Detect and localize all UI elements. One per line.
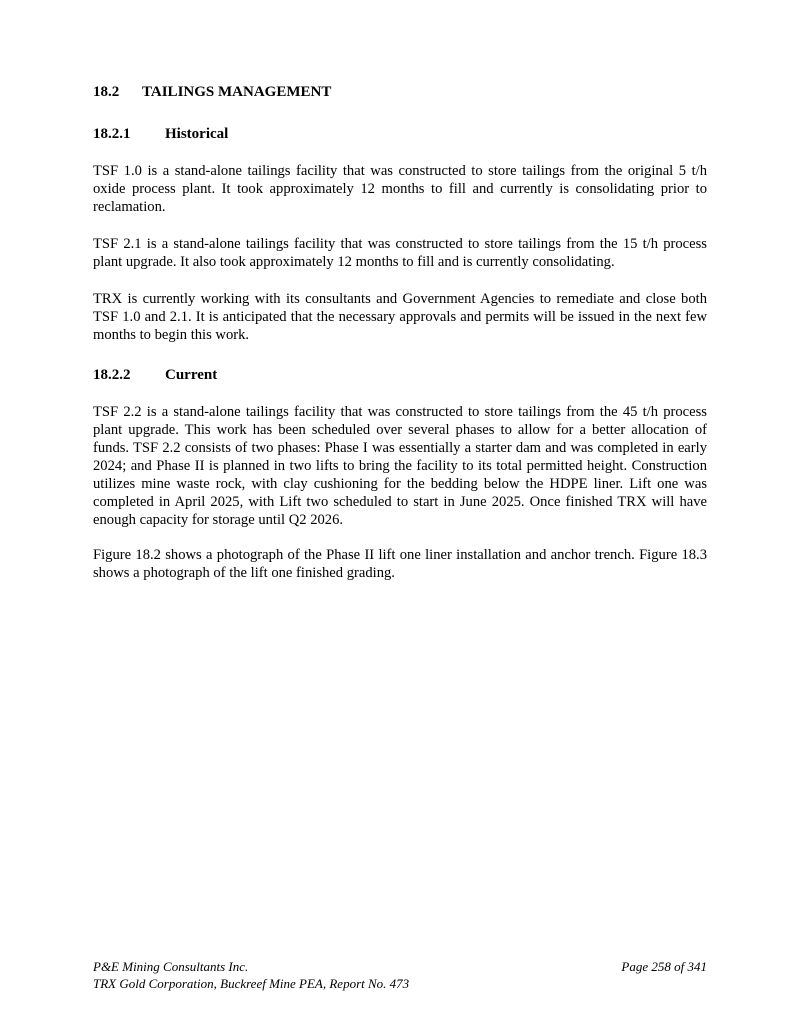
page-footer [93, 958, 707, 992]
subsection-title: Historical [165, 126, 229, 142]
paragraph-tsf-2-1: TSF 2.1 is a stand-alone tailings facility that was constructed to store tailings from the 15 t/h process plant upgrade. It also took approximately 12 months to fill and is currently consolidating. [93, 236, 707, 270]
subsection-number: 18.2.1 [93, 126, 131, 142]
paragraph-figures: Figure 18.2 shows a photograph of the Phase II lift one liner installation and anchor trench. Figure 18.3 shows a photograph of the lift one finished grading. [93, 547, 707, 581]
subsection-heading-current [93, 367, 217, 384]
footer-company: P&E Mining Consultants Inc. [93, 959, 249, 974]
paragraph-remediation: TRX is currently working with its consultants and Government Agencies to remediate and close both TSF 1.0 and 2.1. It is anticipated that the necessary approvals and permits will be issued in the next few months to begin this work. [93, 291, 707, 343]
paragraph-tsf-2-2: TSF 2.2 is a stand-alone tailings facility that was constructed to store tailings from the 45 t/h process plant upgrade. This work has been scheduled over several phases to allow for a better allocation of funds. TSF 2.2 consists of two phases: Phase I was essentially a starter dam and was completed in early 2024; and Phase II is planned in two lifts to bring the facility to its total permitted height. Construction utilizes mine waste rock, with clay cushioning for the bedding below the HDPE liner. Lift one was completed in April 2025, with Lift two scheduled to start in June 2025. Once finished TRX will have enough capacity for storage until Q2 2026. [93, 404, 707, 528]
section-title: TAILINGS MANAGEMENT [142, 84, 332, 100]
subsection-title: Current [165, 367, 218, 383]
footer-report: TRX Gold Corporation, Buckreef Mine PEA, Report No. 473 [93, 976, 410, 991]
subsection-heading-historical [93, 126, 228, 143]
section-number: 18.2 [93, 84, 120, 100]
subsection-number: 18.2.2 [93, 367, 131, 383]
paragraph-tsf-1-0: TSF 1.0 is a stand-alone tailings facility that was constructed to store tailings from the original 5 t/h oxide process plant. It took approximately 12 months to fill and currently is consolidating prior to reclamation. [93, 163, 707, 215]
footer-page-number: Page 258 of 341 [621, 959, 707, 974]
section-heading [93, 84, 331, 101]
